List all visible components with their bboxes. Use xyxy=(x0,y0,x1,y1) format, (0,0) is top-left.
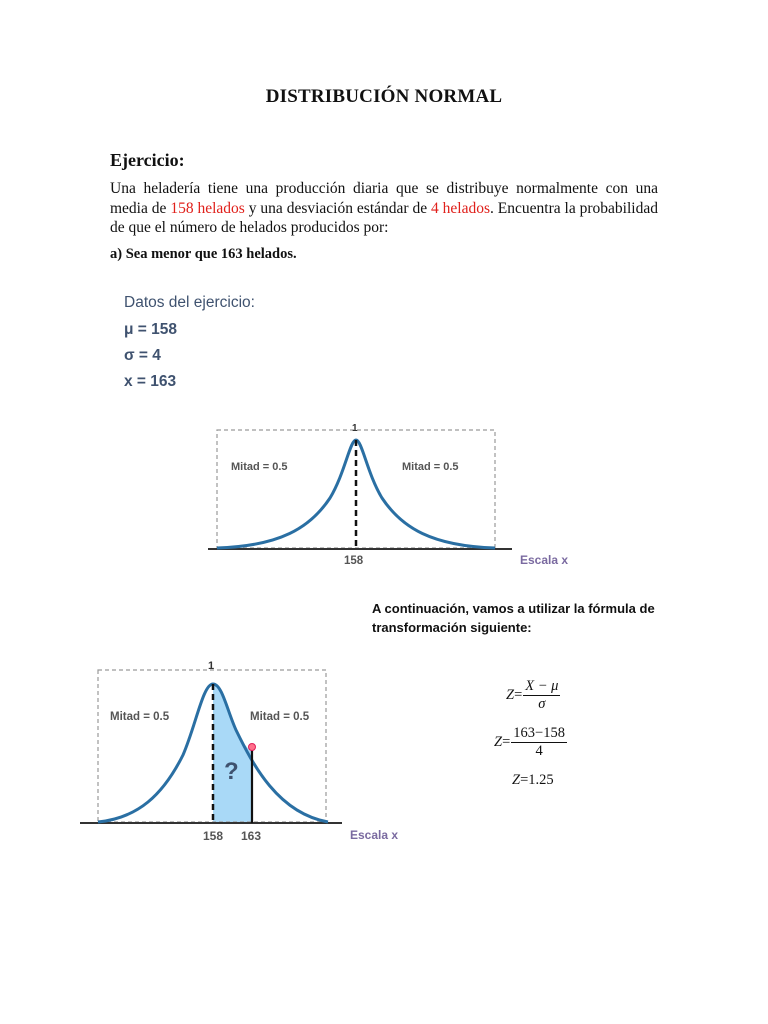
formula-equals: = xyxy=(520,772,529,788)
formula-denominator: 4 xyxy=(535,743,543,759)
graph1-top-label: 1 xyxy=(352,423,358,434)
graph2-unknown-label: ? xyxy=(224,758,239,785)
graph1-left-label: Mitad = 0.5 xyxy=(231,461,288,473)
data-mu: μ = 158 xyxy=(124,321,178,338)
formula-z-result xyxy=(512,772,554,789)
formula-z-substitution xyxy=(494,725,567,760)
formula-z-definition xyxy=(506,678,560,713)
formula-equals: = xyxy=(514,687,523,703)
formula-numerator: 163−158 xyxy=(513,725,565,741)
graph2-tick-mean: 158 xyxy=(203,829,224,843)
formula-numerator: X − μ xyxy=(525,678,559,694)
graph1-center-tick: 158 xyxy=(344,555,364,567)
normal-curve-graph-1 xyxy=(200,418,600,578)
data-heading: Datos del ejercicio: xyxy=(124,294,255,311)
question-a: a) Sea menor que 163 helados. xyxy=(110,246,297,262)
exercise-heading: Ejercicio: xyxy=(110,150,185,170)
formula-result-value: 1.25 xyxy=(528,772,554,788)
statement-part-1: Una heladería tiene una producción diaria que se distribuye normalmente con una media de xyxy=(110,180,658,217)
graph2-tick-x: 163 xyxy=(241,829,262,843)
data-sigma: σ = 4 xyxy=(124,347,161,364)
exercise-statement xyxy=(110,179,658,238)
graph2-top-label: 1 xyxy=(208,660,215,672)
graph2-axis-label: Escala x xyxy=(350,828,399,842)
statement-part-3: . Encuentra la probabilidad de que el número de helados producidos por: xyxy=(110,199,658,236)
formula-z-symbol: Z xyxy=(506,687,515,703)
graph1-axis-label: Escala x xyxy=(520,553,569,567)
normal-curve-graph-2 xyxy=(78,655,418,855)
data-x: x = 163 xyxy=(124,373,177,390)
graph2-right-label: Mitad = 0.5 xyxy=(250,711,310,723)
graph1-right-label: Mitad = 0.5 xyxy=(402,461,459,473)
mean-value-text: 158 helados xyxy=(170,199,245,217)
continuation-text: A continuación, vamos a utilizar la fórmula de transformación siguiente: xyxy=(372,601,655,635)
formula-fraction xyxy=(511,725,567,760)
page-title: DISTRIBUCIÓN NORMAL xyxy=(265,86,503,107)
statement-part-2: y una desviación estándar de xyxy=(244,199,431,217)
graph2-left-label: Mitad = 0.5 xyxy=(110,711,170,723)
formula-z-symbol: Z xyxy=(494,734,503,750)
sd-value-text: 4 helados xyxy=(431,199,491,217)
formula-equals: = xyxy=(502,734,511,750)
formula-denominator: σ xyxy=(538,696,546,712)
graph2-shaded-area xyxy=(213,684,252,822)
formula-fraction xyxy=(523,678,560,713)
graph2-x-point xyxy=(249,744,256,751)
formula-z-symbol: Z xyxy=(512,772,521,788)
